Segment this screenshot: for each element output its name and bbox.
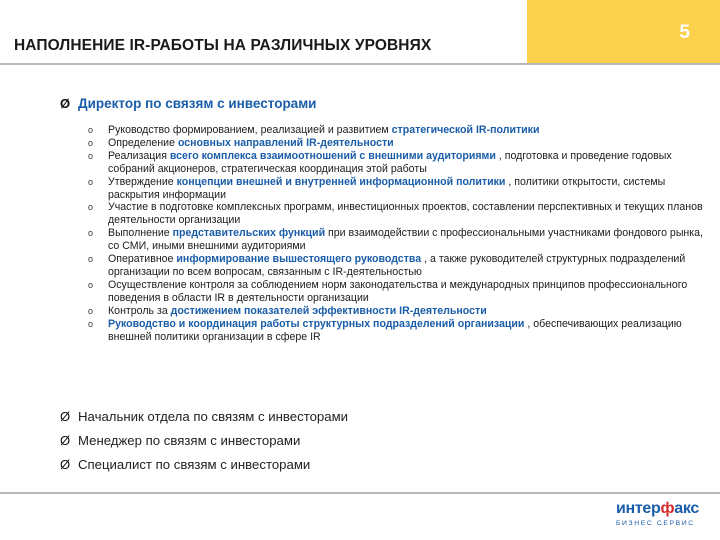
director-responsibilities-list bbox=[88, 124, 708, 343]
item-text: Выполнение bbox=[108, 227, 173, 240]
circle-bullet-icon: o bbox=[88, 137, 94, 148]
responsibility-item bbox=[88, 176, 708, 202]
responsibility-item bbox=[88, 137, 708, 150]
role-manager bbox=[60, 433, 700, 448]
role-head-of-department bbox=[60, 409, 700, 424]
header-divider bbox=[0, 63, 720, 65]
interfax-logo bbox=[616, 500, 710, 536]
circle-bullet-icon: o bbox=[88, 202, 94, 213]
item-text: Реализация bbox=[108, 149, 170, 162]
arrow-bullet-icon: Ø bbox=[60, 457, 71, 472]
item-text: , обеспечивающих реализацию внешней политики организации в сфере IR bbox=[108, 317, 682, 343]
highlighted-text: достижением показателей эффективности IR-деятельности bbox=[170, 304, 487, 317]
highlighted-text: стратегической IR-политики bbox=[391, 124, 540, 136]
responsibility-item bbox=[88, 305, 708, 318]
responsibility-item bbox=[88, 201, 708, 227]
responsibility-item bbox=[88, 318, 708, 344]
arrow-bullet-icon: Ø bbox=[60, 409, 71, 424]
director-section bbox=[60, 96, 700, 111]
highlighted-text: основных направлений IR-деятельности bbox=[177, 136, 394, 149]
item-text: Определение bbox=[108, 136, 178, 149]
arrow-bullet-icon: Ø bbox=[60, 433, 71, 448]
circle-bullet-icon: o bbox=[88, 305, 94, 316]
highlighted-text: представительских функций bbox=[172, 227, 326, 240]
circle-bullet-icon: o bbox=[88, 150, 94, 161]
responsibility-item bbox=[88, 227, 708, 253]
item-text: Контроль за bbox=[108, 304, 171, 317]
page-number-box bbox=[527, 0, 720, 63]
item-text: Осуществление контроля за соблюдением норм законодательства и международных принципов профессионального поведения в области IR в деятельности организации bbox=[108, 278, 688, 304]
highlighted-text: концепции внешней и внутренней информационной политики bbox=[176, 175, 506, 188]
responsibility-item bbox=[88, 124, 708, 137]
logo-subtitle: БИЗНЕС СЕРВИС bbox=[616, 520, 695, 527]
role-specialist bbox=[60, 457, 700, 472]
responsibility-item bbox=[88, 279, 708, 305]
director-heading bbox=[60, 96, 700, 111]
logo-wordmark: интерфакс bbox=[616, 500, 699, 517]
circle-bullet-icon: o bbox=[88, 254, 94, 265]
item-text: при взаимодействии с профессиональными участниками фондового рынка, со СМИ, иными внешними аудиториями bbox=[108, 227, 703, 253]
circle-bullet-icon: o bbox=[88, 176, 94, 187]
highlighted-text: информирование вышестоящего руководства bbox=[176, 253, 422, 266]
item-text: Утверждение bbox=[108, 175, 177, 188]
item-text: Руководство формированием, реализацией и развитием bbox=[108, 124, 392, 136]
circle-bullet-icon: o bbox=[88, 279, 94, 290]
highlighted-text: Руководство и координация работы структурных подразделений организации bbox=[108, 317, 525, 330]
responsibility-item bbox=[88, 253, 708, 279]
circle-bullet-icon: o bbox=[88, 228, 94, 239]
highlighted-text: всего комплекса взаимоотношений с внешними аудиториями bbox=[169, 149, 496, 162]
item-text: Участие в подготовке комплексных программ, инвестиционных проектов, составлении перспективных и текущих планов деятельности организации bbox=[108, 201, 703, 227]
circle-bullet-icon: o bbox=[88, 125, 94, 135]
circle-bullet-icon: o bbox=[88, 318, 94, 329]
responsibility-item bbox=[88, 150, 708, 176]
item-text: , подготовка и проведение годовых собраний акционеров, стратегическая координация этой работы bbox=[108, 149, 672, 175]
footer-divider bbox=[0, 492, 720, 494]
director-heading-text: Директор по связям с инвесторами bbox=[78, 96, 317, 111]
item-text: Оперативное bbox=[108, 253, 177, 266]
item-text: , политики открытости, системы раскрытия информации bbox=[108, 175, 666, 201]
role-label: Специалист по связям с инвесторами bbox=[78, 457, 311, 472]
arrow-bullet-icon: Ø bbox=[60, 96, 71, 111]
page-title: НАПОЛНЕНИЕ IR-РАБОТЫ НА РАЗЛИЧНЫХ УРОВНЯХ bbox=[14, 37, 432, 54]
role-label: Менеджер по связям с инвесторами bbox=[78, 433, 301, 448]
role-label: Начальник отдела по связям с инвесторами bbox=[78, 409, 349, 424]
item-text: , а также руководителей структурных подразделений организации по всем вопросам, связанным с IR-деятельностью bbox=[108, 253, 686, 278]
page-number: 5 bbox=[679, 22, 690, 43]
